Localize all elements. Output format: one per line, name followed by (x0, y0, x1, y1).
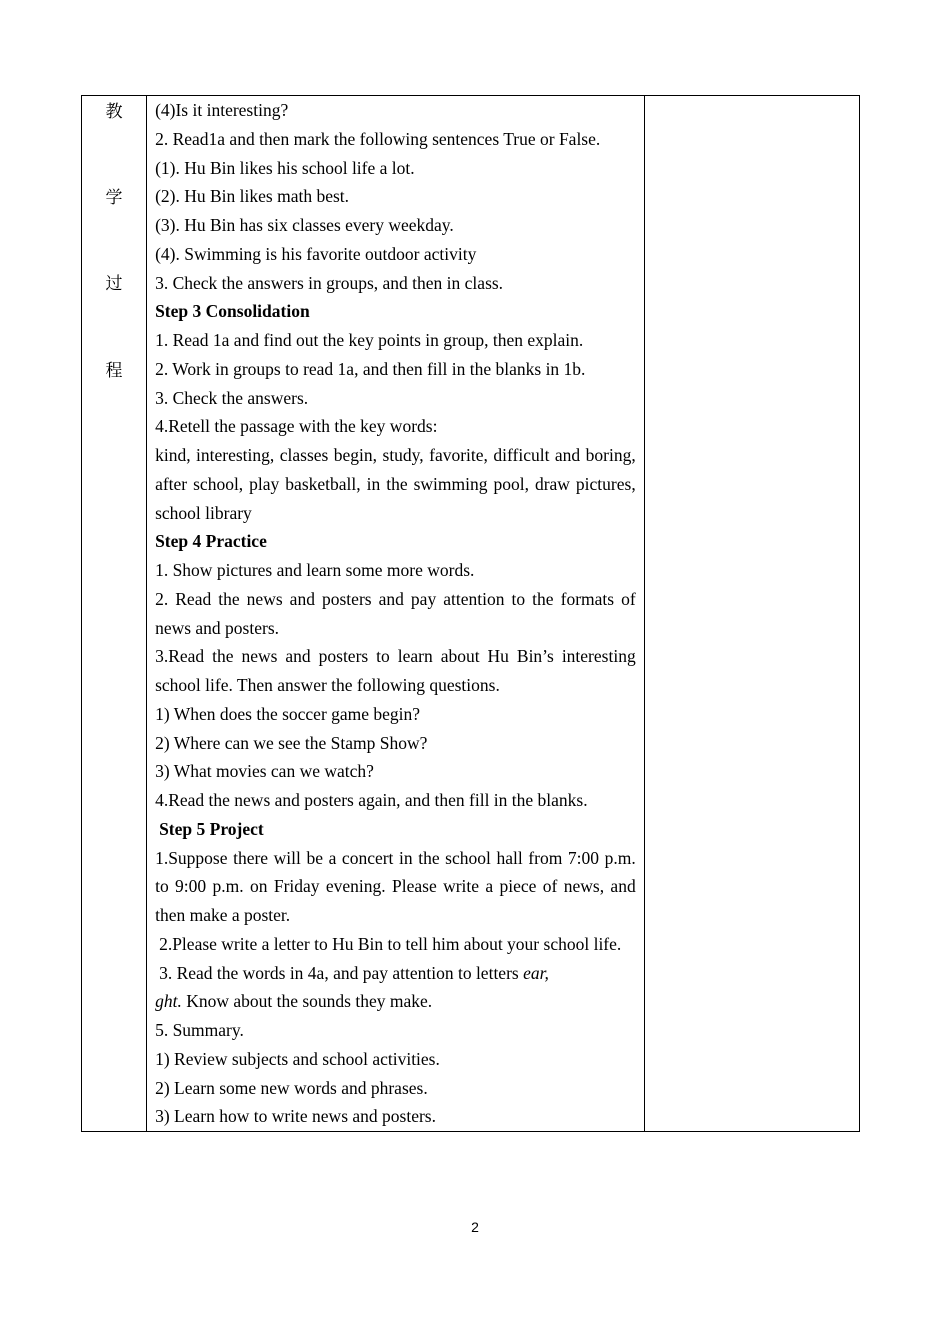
text-line: 1. Read 1a and find out the key points in group, then explain. (155, 330, 584, 350)
text-line: 2. Read the news and posters and pay attention to the formats of news and posters. (155, 588, 636, 638)
text-line: 3. Check the answers. (155, 387, 309, 408)
text-line: 1.Suppose there will be a concert in the school hall from 7:00 p.m. to 9:00 p.m. on Friday evening. Please write a piece of news, and then make a poster. (155, 847, 636, 925)
section-label-char: 过 (105, 274, 123, 295)
text-line: 5. Summary. (155, 1020, 244, 1040)
section-label-cell (82, 96, 147, 1132)
text-line: 2.Please write a letter to Hu Bin to tell him about your school life. (159, 933, 622, 954)
letters-ear: ear, (523, 962, 549, 983)
step-heading: Step 3 Consolidation (155, 301, 310, 322)
step-heading: Step 5 Project (159, 818, 264, 839)
section-label-char: 学 (105, 188, 123, 209)
key-words-paragraph: kind, interesting, classes begin, study, favorite, difficult and boring, after school, play basketball, in the swimming pool, draw pictures, school library (155, 445, 636, 523)
text-line: 2) Where can we see the Stamp Show? (155, 732, 428, 753)
notes-cell (644, 96, 859, 1132)
text-line: 4.Retell the passage with the key words: (155, 416, 438, 437)
text-line: (4)Is it interesting? (155, 100, 289, 120)
text-line: (1). Hu Bin likes his school life a lot. (155, 157, 415, 178)
text-line: 3. Check the answers in groups, and then in class. (155, 272, 504, 293)
text-line: (4). Swimming is his favorite outdoor activity (155, 243, 477, 264)
text-line: 3) What movies can we watch? (155, 761, 374, 782)
text-line: 2) Learn some new words and phrases. (155, 1077, 428, 1098)
section-label-char: 教 (105, 102, 123, 122)
text-line: 1) When does the soccer game begin? (155, 703, 421, 724)
text-line: 1) Review subjects and school activities. (155, 1048, 440, 1069)
text-line: 2. Read1a and then mark the following sentences True or False. (155, 128, 601, 149)
section-label-char: 程 (105, 360, 123, 381)
step-heading: Step 4 Practice (155, 531, 267, 552)
teaching-process-cell (147, 96, 645, 1132)
text-line: 2. Work in groups to read 1a, and then fill in the blanks in 1b. (155, 358, 586, 379)
phonics-line (155, 959, 636, 1017)
text-line: 1. Show pictures and learn some more words. (155, 560, 475, 580)
text-span: Know about the sounds they make. (181, 991, 433, 1012)
letters-ght: ght. (155, 991, 182, 1012)
text-line: (3). Hu Bin has six classes every weekday. (155, 215, 454, 235)
text-span: 3. Read the words in 4a, and pay attention to letters (159, 962, 524, 983)
lesson-plan-table (81, 95, 860, 1132)
text-line: (2). Hu Bin likes math best. (155, 186, 350, 207)
page-number: 2 (471, 1219, 479, 1235)
text-line: 3.Read the news and posters to learn about Hu Bin’s interesting school life. Then answer the following questions. (155, 646, 636, 695)
table-row (82, 96, 860, 1132)
text-line: 3) Learn how to write news and posters. (155, 1106, 436, 1127)
text-line: 4.Read the news and posters again, and then fill in the blanks. (155, 790, 588, 810)
